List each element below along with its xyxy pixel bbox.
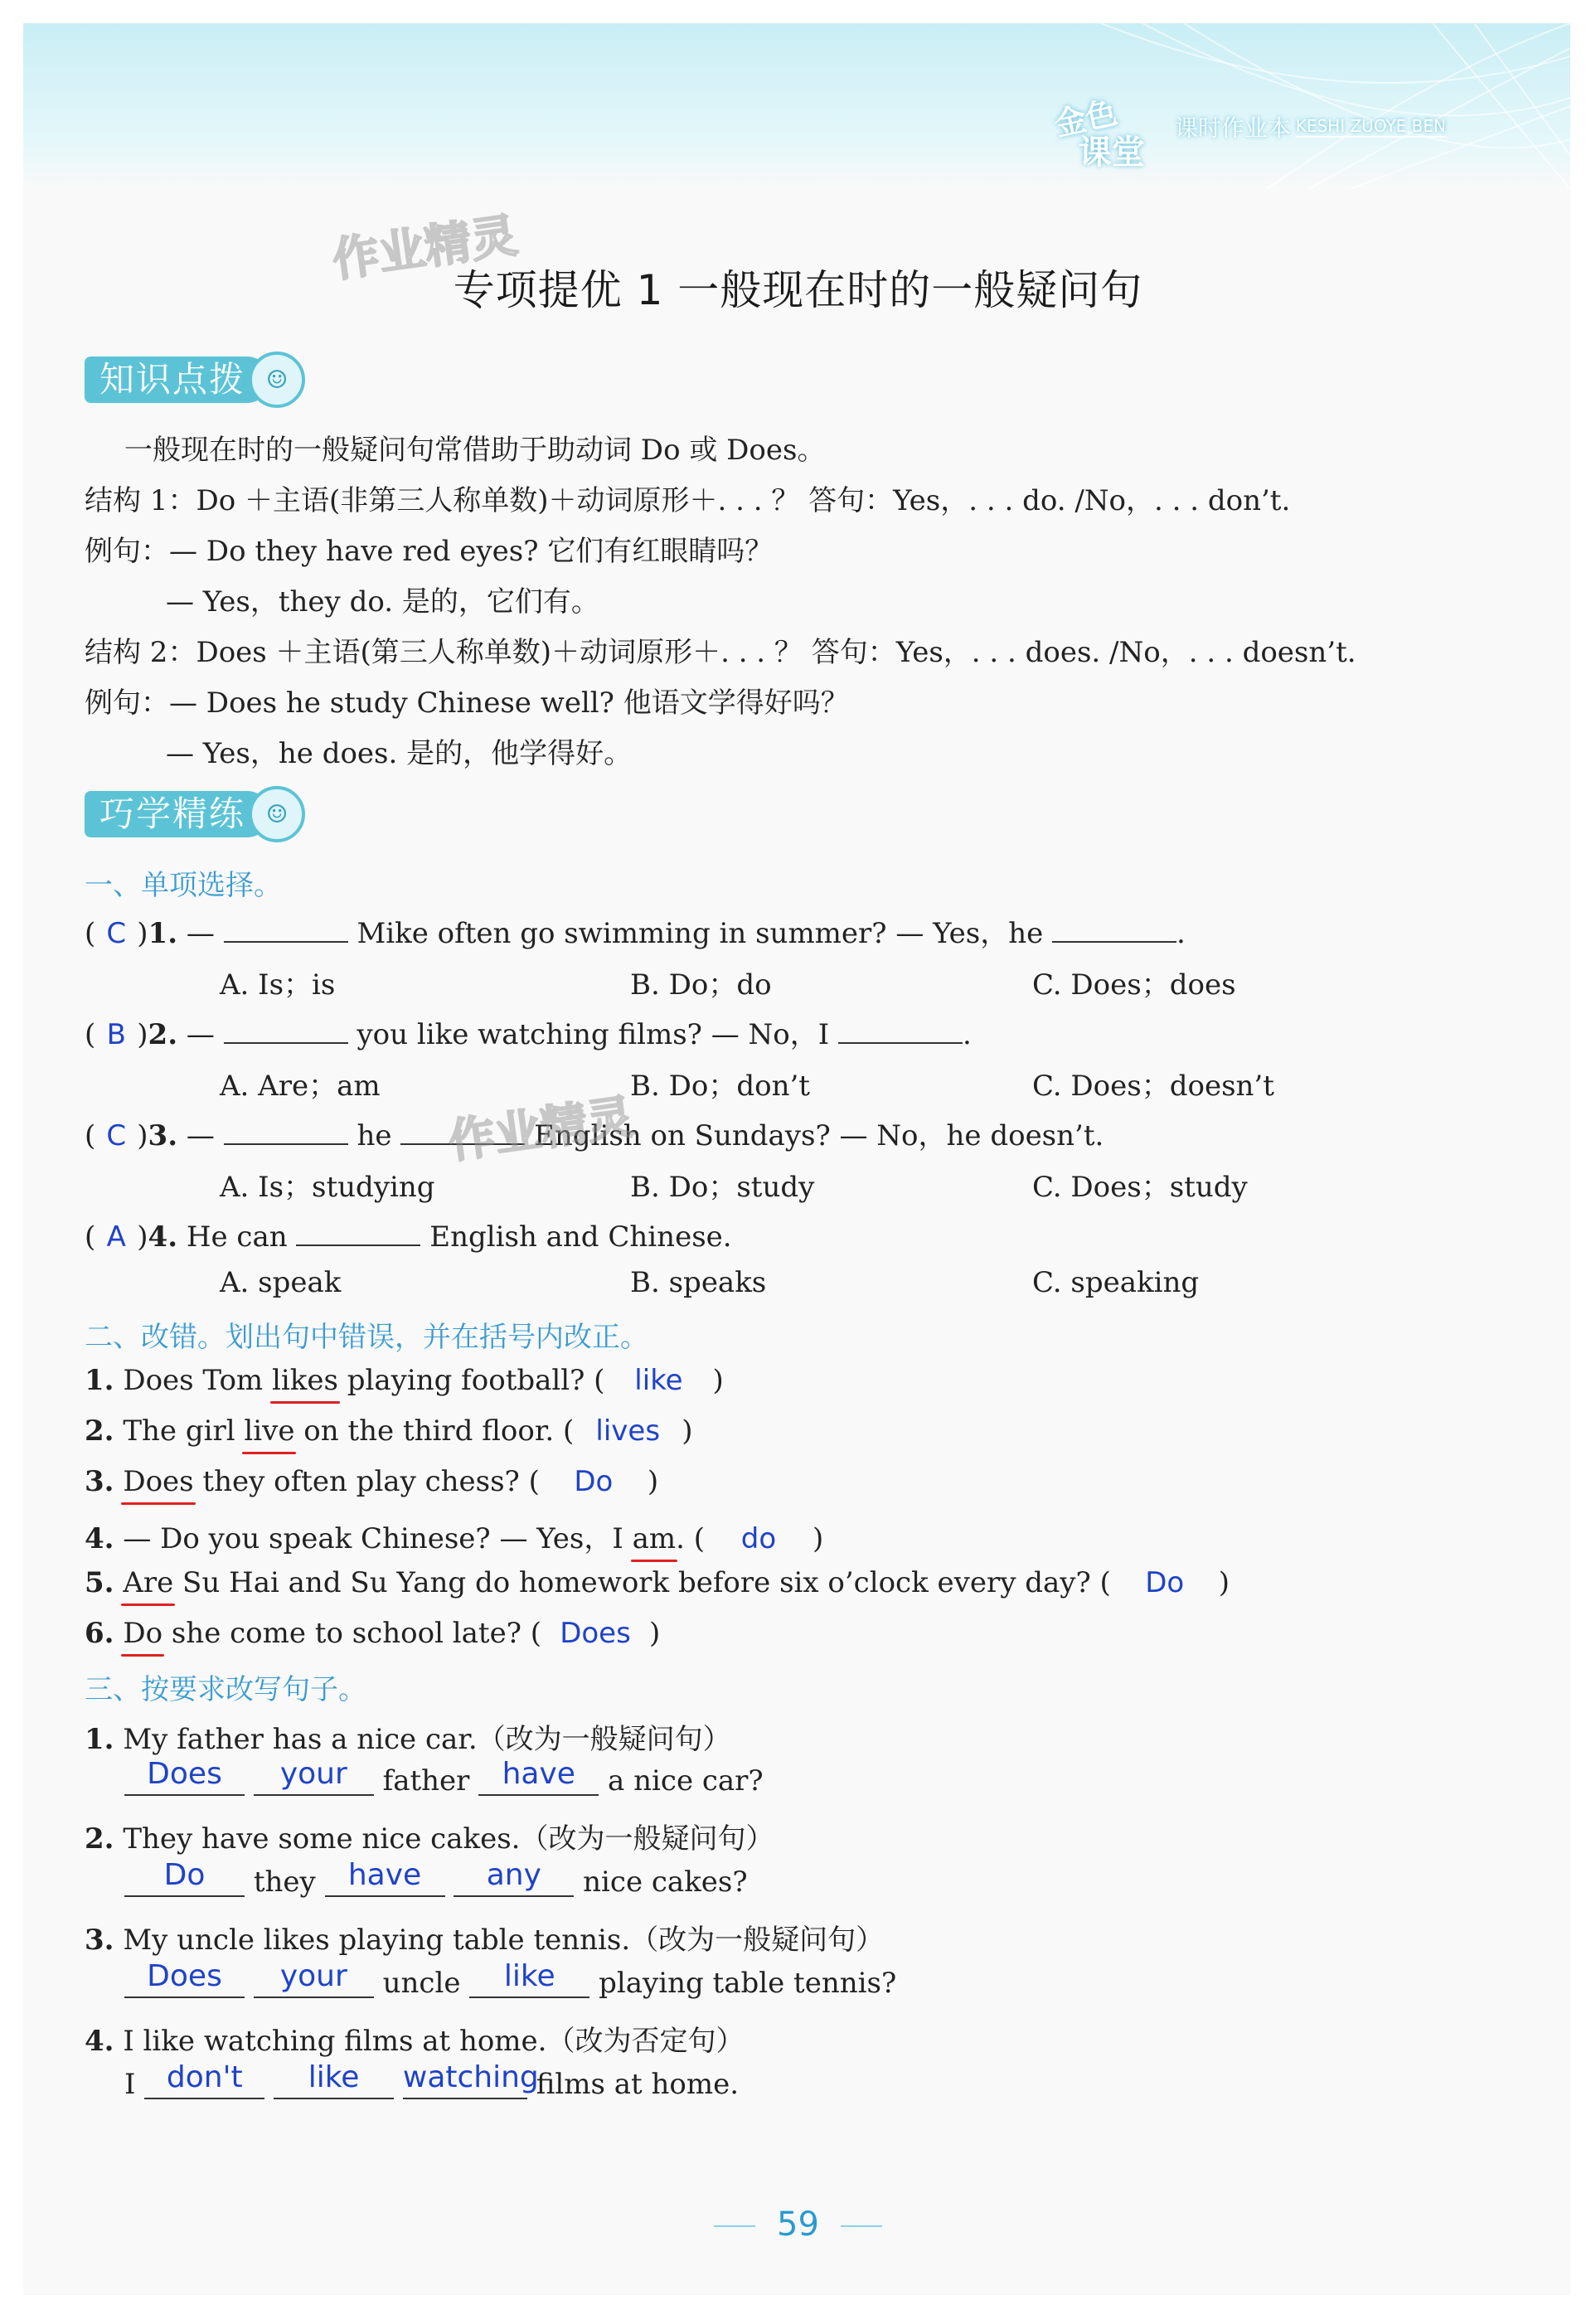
mc-question-3: ( C )3. — he English on Sundays? — No，he doesn’t. [85,1113,1104,1153]
mc-question-4: ( A )4. He can English and Chinese. [85,1215,732,1254]
correction-item: 1. Does Tom likes playing football? ( like ) [85,1364,724,1397]
rewrite-prompt: 2. They have some nice cakes.（改为一般疑问句） [85,1822,774,1856]
rewrite-prompt: 4. I like watching films at home.（改为否定句） [85,2025,745,2058]
part3-title: 三、按要求改写句子。 [85,1673,366,1706]
brand-subtitle: 课时作业本 [1174,114,1291,142]
part2-title: 二、改错。划出句中错误，并在括号内改正。 [85,1321,648,1354]
knowledge-line: 例句：— Do they have red eyes? 它们有红眼睛吗？ [85,535,774,568]
mc-option-a: A. Is；studying [220,1171,435,1204]
part1-title: 一、单项选择。 [85,869,282,902]
correction-item: 2. The girl live on the third floor. ( lives ) [85,1414,693,1448]
rewrite-answer: Does your father have a nice car? [124,1764,764,1802]
error-underline: Are [123,1566,174,1599]
mc-question-1: ( C )1. — Mike often go swimming in summer? — Yes，he . [85,910,1186,951]
error-underline: live [244,1414,295,1448]
correction-item: 5. Are Su Hai and Su Yang do homework before six o’clock every day? ( Do ) [85,1566,1230,1599]
mc-option-c: C. Does；doesn’t [1032,1070,1274,1103]
rewrite-answer: Do they have any nice cakes? [124,1866,748,1904]
correction-item: 6. Do she come to school late? ( Does ) [85,1617,661,1650]
header-banner [23,23,1570,189]
correction-item: 3. Does they often play chess? ( Do ) [85,1465,659,1498]
page-number: 59 [0,2205,1596,2244]
knowledge-line: — Yes，he does. 是的，他学得好。 [166,737,633,770]
knowledge-line: 结构 2：Does ＋主语(第三人称单数)＋动词原形＋. . . ？ 答句：Yes，. . . does. /No，. . . doesn’t. [85,636,1356,669]
error-underline: am [632,1522,677,1555]
knowledge-line: 一般现在时的一般疑问句常借助于助动词 Do 或 Does。 [124,434,826,467]
smiley-icon: ☺ [249,786,305,842]
mc-option-b: B. Do；do [630,968,772,1002]
watermark: 作业精灵 [329,208,521,289]
mc-option-c: C. Does；study [1032,1171,1248,1204]
rewrite-prompt: 1. My father has a nice car.（改为一般疑问句） [85,1723,731,1756]
smiley-icon: ☺ [249,352,305,408]
mc-question-2: ( B )2. — you like watching films? — No，I . [85,1012,972,1052]
correction-item: 4. — Do you speak Chinese? — Yes，I am. ( do ) [85,1522,824,1555]
mc-option-a: A. speak [220,1266,342,1299]
mc-option-c: C. Does；does [1032,968,1236,1002]
section-knowledge-badge: 知识点拨 ☺ [85,355,305,405]
rewrite-answer: I don't like watching films at home. [124,2060,740,2101]
knowledge-line: — Yes，they do. 是的，它们有。 [166,585,599,619]
brand-pinyin: KESHI ZUOYE BEN [1295,116,1446,136]
knowledge-line: 例句：— Does he study Chinese well? 他语文学得好吗？ [85,687,849,720]
error-underline: likes [271,1364,338,1397]
mc-option-a: A. Are；am [220,1070,381,1103]
mc-option-b: B. Do；study [630,1171,815,1204]
mc-option-b: B. speaks [630,1266,767,1299]
error-underline: Does [123,1465,194,1498]
mc-option-b: B. Do；don’t [630,1070,810,1103]
mc-option-c: C. speaking [1032,1266,1200,1299]
rewrite-prompt: 3. My uncle likes playing table tennis.（改为一般疑问句） [85,1924,885,1957]
section-practice-badge: 巧学精练 ☺ [85,789,305,839]
page-title: 专项提优 1 一般现在时的一般疑问句 [453,266,1143,314]
error-underline: Do [123,1617,163,1650]
mc-option-a: A. Is；is [220,968,336,1002]
brand-logo: 金色 课堂 课时作业本 KESHI ZUOYE BEN [1050,94,1446,172]
rewrite-answer: Does your uncle like playing table tennis? [124,1967,896,2005]
watermark: 作业精灵 [445,1089,638,1170]
knowledge-line: 结构 1：Do ＋主语(非第三人称单数)＋动词原形＋. . . ？ 答句：Yes，. . . do. /No，. . . don’t. [85,484,1291,517]
